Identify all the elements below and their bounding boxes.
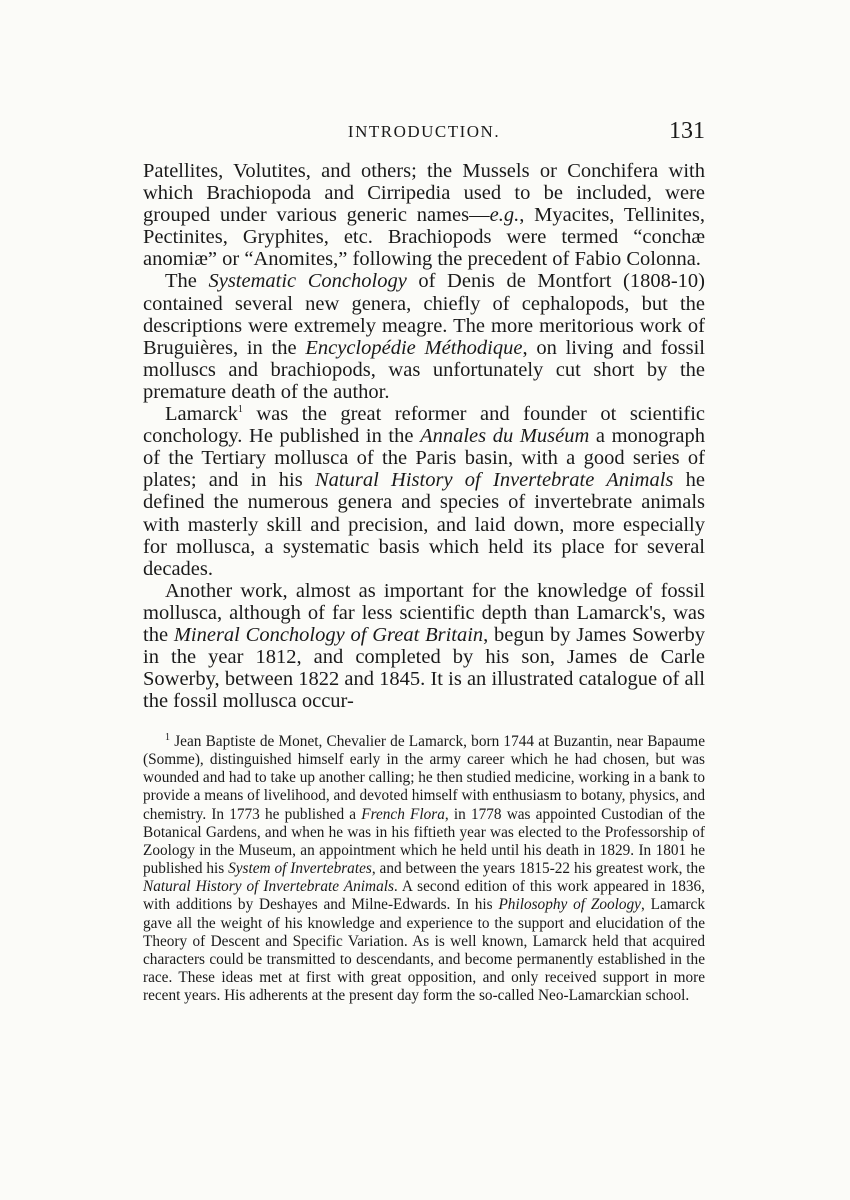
work-title: Mineral Conchology of Great Britain xyxy=(173,623,484,646)
page-header xyxy=(143,118,705,146)
work-title: Annales du Muséum xyxy=(420,425,590,448)
work-title: French Flora xyxy=(361,805,445,823)
work-title: Philosophy of Zoology xyxy=(498,896,641,914)
work-title: System of Invertebrates xyxy=(228,860,372,878)
paragraph-4: Another work, almost as important for the knowledge of fossil mollusca, although of far less scientific depth than Lamarck's, was the Mineral Conchology of Great Britain, begun by James Sowerby in the year 1812, and completed by his son, James de Carle Sowerby, between 1822 and 1845. It is an illustrated catalogue of all the fossil mollusca occur- xyxy=(143,579,705,713)
paragraph-1: Patellites, Volutites, and others; the Mussels or Conchifera with which Brachiopoda and Cirripedia used to be included, were grouped under various generic names—e.g., Myacites, Tellinites, Pectinites, Gryphites, etc. Brachiopods were termed “conchæ anomiæ” or “Anomites,” following the precedent of Fabio Colonna. xyxy=(143,160,705,271)
abbrev-eg: e.g. xyxy=(489,204,520,227)
paragraph-3: Lamarck$^1$ was the great reformer and founder ot scientific conchology. He published in the Annales du Muséum a monograph of the Tertiary mollusca of the Paris basin, with a good series of plates; and in his Natural History of Invertebrate Animals he defined the numerous genera and species of invertebrate animals with masterly skill and precision, and laid down, more especially for mollusca, a systematic basis which held its place for several decades. xyxy=(143,403,705,580)
work-title: Systematic Conchology xyxy=(208,270,407,293)
footnote xyxy=(143,733,705,1005)
work-title: Natural History of Invertebrate Animals xyxy=(315,469,674,492)
running-title: INTRODUCTION. xyxy=(347,122,501,141)
paragraph-2: The Systematic Conchology of Denis de Montfort (1808-10) contained several new genera, chiefly of cephalopods, but the descriptions were extremely meagre. The more meritorious work of Bruguières, in the Encyclopédie Méthodique, on living and fossil molluscs and brachiopods, was unfortunately cut short by the premature death of the author. xyxy=(143,270,705,403)
footnote-text: $^1$ Jean Baptiste de Monet, Chevalier de Lamarck, born 1744 at Buzantin, near Bapaume (Somme), distinguished himself early in the army career which he had chosen, but was wounded and had to take up another calling; he then studied medicine, working in a bank to provide a means of livelihood, and devoted himself with enthusiasm to botany, physics, and chemistry. In 1773 he published a French Flora, in 1778 was appointed Custodian of the Botanical Gardens, and when he was in his fiftieth year was elected to the Professorship of Zoology in the Museum, an appointment which he held until his death in 1829. In 1801 he published his System of Invertebrates, and between the years 1815-22 his greatest work, the Natural History of Invertebrate Animals. A second edition of this work appeared in 1836, with additions by Deshayes and Milne-Edwards. In his Philosophy of Zoology, Lamarck gave all the weight of his knowledge and experience to the support and elucidation of the Theory of Descent and Specific Variation. As is well known, Lamarck held that acquired characters could be transmitted to descendants, and become permanently established in the race. These ideas met at first with great opposition, and only received support in more recent years. His adherents at the present day form the so-called Neo-Lamarckian school. xyxy=(143,731,706,1005)
footnote-reference: 1 xyxy=(237,404,243,416)
work-title: Natural History of Invertebrate Animals xyxy=(143,878,394,896)
work-title: Encyclopédie Méthodique xyxy=(305,336,523,359)
page-number: 131 xyxy=(669,118,705,144)
footnote-mark: 1 xyxy=(165,731,170,743)
body-text xyxy=(143,160,705,712)
